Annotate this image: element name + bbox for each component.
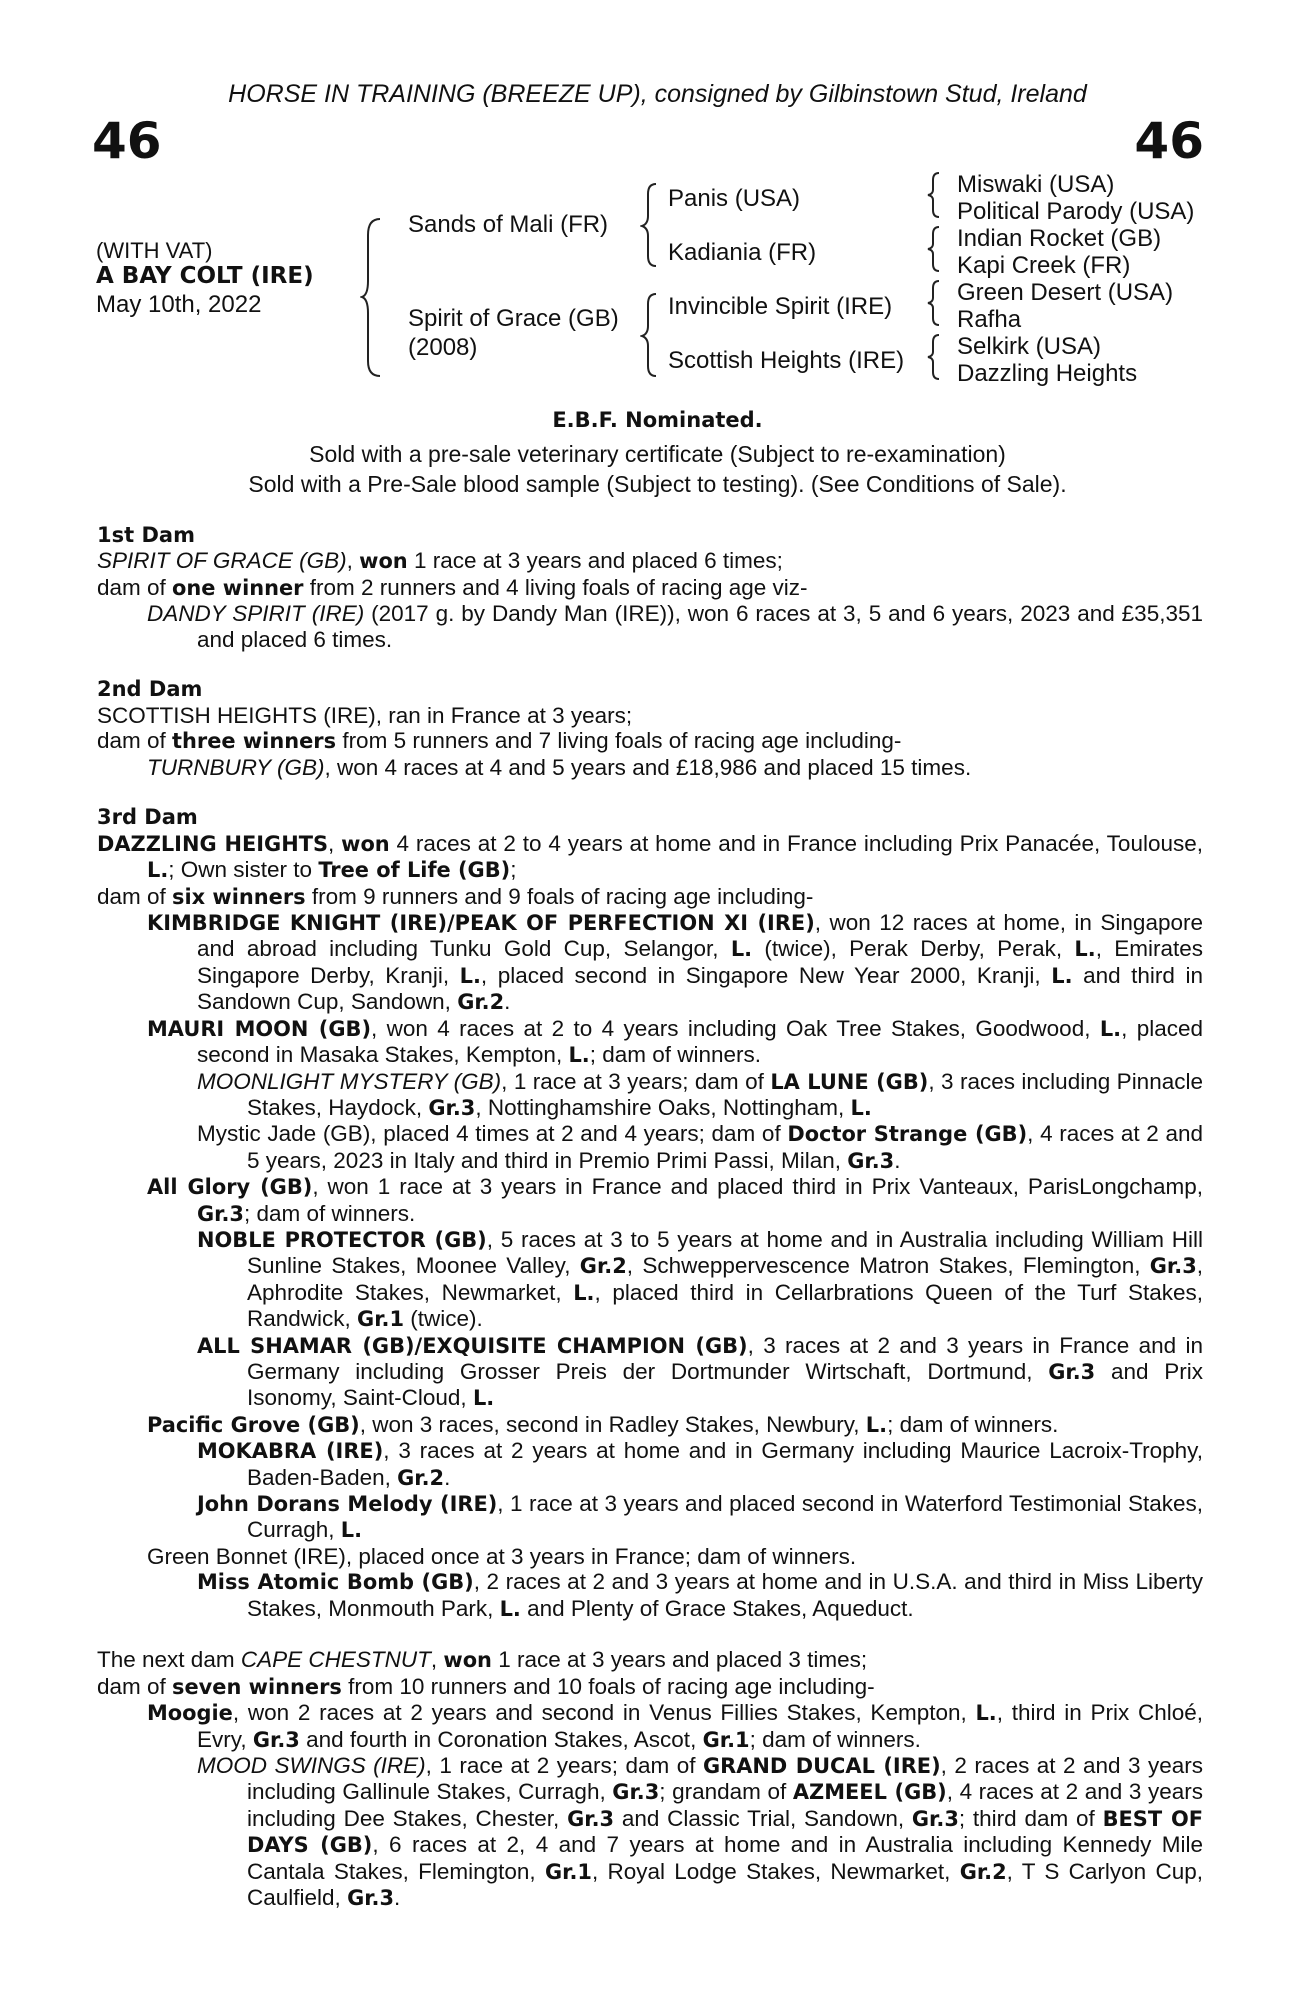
produce-entry: NOBLE PROTECTOR (GB), 5 races at 3 to 5 years at home and in Australia including William Hill Sunline Stakes, Moonee Valley, Gr.2, Schweppervescence Matron Stakes, Flemington, Gr.3, Aphrodite Stakes, Newmarket, L., placed third in Cellarbrations Queen of the Turf Stakes, Randwick, Gr.1 (twice). (197, 1226, 1204, 1332)
lot-number-right: 46 (1134, 112, 1204, 170)
dam-line: SPIRIT OF GRACE (GB), won 1 race at 3 years and placed 6 times; (97, 548, 783, 574)
pedigree-brace-g34 (925, 224, 949, 274)
ebf-note: E.B.F. Nominated. (552, 408, 763, 432)
horse-name: A BAY COLT (IRE) (96, 263, 314, 289)
pedigree-g5: Green Desert (USA) (957, 279, 1174, 306)
pedigree-brace-main (360, 215, 400, 380)
produce-entry: Pacific Grove (GB), won 3 races, second in Radley Stakes, Newbury, L.; dam of winners. (147, 1411, 1059, 1437)
pedigree-brace-sire (640, 180, 670, 270)
produce-entry: John Dorans Melody (IRE), 1 race at 3 years and placed second in Waterford Testimonial Stakes, Curragh, L. (197, 1491, 1204, 1543)
produce-entry: MAURI MOON (GB), won 4 races at 2 to 4 years including Oak Tree Stakes, Goodwood, L., placed second in Masaka Stakes, Kempton, L.; dam of winners. (147, 1015, 1204, 1068)
produce-entry: TURNBURY (GB), won 4 races at 4 and 5 years and £18,986 and placed 15 times. (147, 754, 972, 780)
vet-certificate-note: Sold with a pre-sale veterinary certificate (Subject to re-examination) (309, 441, 1006, 467)
produce-line: dam of three winners from 5 runners and 7 living foals of racing age including- (97, 728, 902, 754)
produce-entry: MOKABRA (IRE), 3 races at 2 years at home and in Germany including Maurice Lacroix-Trophy, Baden-Baden, Gr.2. (197, 1438, 1203, 1490)
pedigree-brace-g78 (925, 332, 949, 382)
produce-entry: Mystic Jade (GB), placed 4 times at 2 and 4 years; dam of Doctor Strange (GB), 4 races at 2 and 5 years, 2023 in Italy and third in Premio Primi Passi, Milan, Gr.3. (197, 1121, 1203, 1173)
pedigree-g3: Indian Rocket (GB) (957, 225, 1162, 252)
section-heading: 1st Dam (97, 523, 195, 547)
dam-line: The next dam CAPE CHESTNUT, won 1 race at 3 years and placed 3 times; (97, 1647, 868, 1673)
produce-entry: MOONLIGHT MYSTERY (GB), 1 race at 3 years; dam of LA LUNE (GB), 3 races including Pinnacle Stakes, Haydock, Gr.3, Nottinghamshire Oaks, Nottingham, L. (197, 1068, 1203, 1120)
dam-line: SCOTTISH HEIGHTS (IRE), ran in France at 3 years; (97, 702, 633, 728)
pedigree-g6: Rafha (957, 306, 1022, 333)
produce-entry: Moogie, won 2 races at 2 years and second in Venus Fillies Stakes, Kempton, L., third in Prix Chloé, Evry, Gr.3 and fourth in Coronation Stakes, Ascot, Gr.1; dam of winners. (147, 1700, 1204, 1752)
foaling-date: May 10th, 2022 (96, 291, 262, 318)
lot-number-left: 46 (92, 112, 162, 170)
pedigree-dam: Spirit of Grace (GB) (408, 305, 619, 332)
pedigree-g4: Kapi Creek (FR) (957, 252, 1131, 279)
pedigree-g1: Miswaki (USA) (957, 171, 1115, 198)
pedigree-g7: Selkirk (USA) (957, 333, 1102, 360)
pedigree-dam-dam: Scottish Heights (IRE) (668, 347, 905, 374)
pedigree-g8: Dazzling Heights (957, 360, 1138, 387)
produce-entry: Green Bonnet (IRE), placed once at 3 years in France; dam of winners. (147, 1543, 857, 1569)
pedigree-brace-g12 (925, 170, 949, 220)
vat-note: (WITH VAT) (96, 238, 213, 263)
pedigree-brace-g56 (925, 278, 949, 328)
pedigree-brace-dam (640, 290, 670, 380)
blood-sample-note: Sold with a Pre-Sale blood sample (Subject to testing). (See Conditions of Sale). (248, 471, 1067, 497)
section-heading: 2nd Dam (97, 677, 203, 702)
section-heading: 3rd Dam (97, 805, 198, 830)
produce-entry: DANDY SPIRIT (IRE) (2017 g. by Dandy Man (IRE)), won 6 races at 3, 5 and 6 years, 2023 and £35,351 and placed 6 times. (147, 601, 1203, 652)
dam-line: DAZZLING HEIGHTS, won 4 races at 2 to 4 years at home and in France including Prix Panacée, Toulouse, L.; Own sister to Tree of Life (GB); (97, 830, 1203, 883)
produce-entry: MOOD SWINGS (IRE), 1 race at 2 years; dam of GRAND DUCAL (IRE), 2 races at 2 and 3 years including Gallinule Stakes, Curragh, Gr.3; grandam of AZMEEL (GB), 4 races at 2 and 3 years including Dee Stakes, Chester, Gr.3 and Classic Trial, Sandown, Gr.3; third dam of BEST OF DAYS (GB), 6 races at 2, 4 and 7 years at home and in Australia including Kennedy Mile Cantala Stakes, Flemington, Gr.1, Royal Lodge Stakes, Newmarket, Gr.2, T S Carlyon Cup, Caulfield, Gr.3. (197, 1753, 1203, 1911)
pedigree-dam-year: (2008) (408, 334, 478, 361)
pedigree-g2: Political Parody (USA) (957, 198, 1195, 225)
pedigree-dam-sire: Invincible Spirit (IRE) (668, 293, 893, 320)
produce-line: dam of one winner from 2 runners and 4 living foals of racing age viz- (97, 574, 808, 600)
pedigree-sire: Sands of Mali (FR) (408, 211, 609, 238)
catalogue-header: HORSE IN TRAINING (BREEZE UP), consigned by Gilbinstown Stud, Ireland (228, 80, 1087, 108)
produce-entry: KIMBRIDGE KNIGHT (IRE)/PEAK OF PERFECTION XI (IRE), won 12 races at home, in Singapore and abroad including Tunku Gold Cup, Selangor, L. (twice), Perak Derby, Perak, L., Emirates Singapore Derby, Kranji, L., placed second in Singapore New Year 2000, Kranji, L. and third in Sandown Cup, Sandown, Gr.2. (147, 910, 1204, 1015)
produce-line: dam of six winners from 9 runners and 9 foals of racing age including- (97, 883, 814, 909)
produce-entry: ALL SHAMAR (GB)/EXQUISITE CHAMPION (GB), 3 races at 2 and 3 years in France and in Germany including Grosser Preis der Dortmunder Wirtschaft, Dortmund, Gr.3 and Prix Isonomy, Saint-Cloud, L. (197, 1332, 1203, 1411)
catalogue-body (97, 523, 1203, 1911)
pedigree-sire-dam: Kadiania (FR) (668, 239, 817, 266)
produce-entry: All Glory (GB), won 1 race at 3 years in France and placed third in Prix Vanteaux, ParisLongchamp, Gr.3; dam of winners. (147, 1174, 1204, 1226)
produce-line: dam of seven winners from 10 runners and 10 foals of racing age including- (97, 1673, 875, 1699)
produce-entry: Miss Atomic Bomb (GB), 2 races at 2 and 3 years at home and in U.S.A. and third in Miss Liberty Stakes, Monmouth Park, L. and Plenty of Grace Stakes, Aqueduct. (197, 1569, 1203, 1621)
pedigree-sire-sire: Panis (USA) (668, 185, 801, 212)
